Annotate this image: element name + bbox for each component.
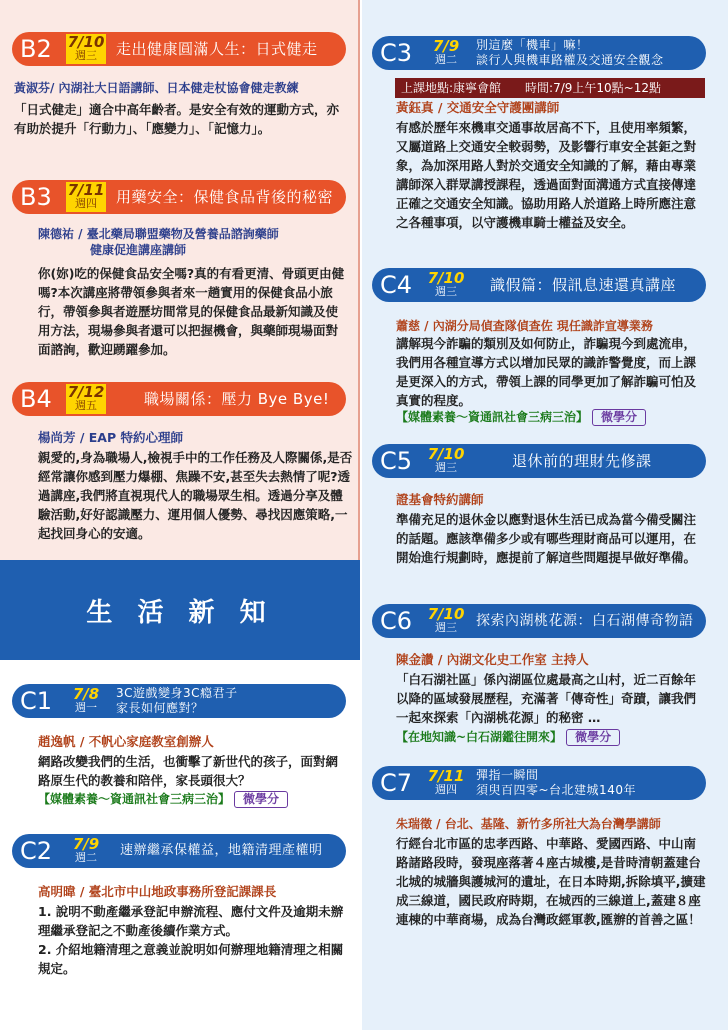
date-badge	[66, 384, 106, 414]
course-location-time: 上課地點:康寧會館 時間:7/9上午10點~12點	[395, 78, 705, 98]
course-card-c5	[372, 444, 712, 584]
course-title: 退休前的理財先修課	[512, 452, 652, 470]
course-subtitle: 談行人與機車路權及交通安全觀念	[476, 53, 664, 67]
course-tag: 【在地知識~白石湖鑑往開來】	[396, 730, 563, 744]
course-date: 7/12	[67, 383, 105, 401]
course-card-c4	[372, 268, 712, 438]
course-description: 「白石湖社區」係內湖區位處最高之山村，近二百餘年以降的區域發展歷程，充滿著「傳奇性」奇蹟，讓我們一起來探索「內湖桃花源」的秘密 …	[396, 672, 697, 725]
course-description: 行經台北市區的忠孝西路、中華路、愛國西路、中山南路諸路段時，發現座落著４座古城樓,是昔時清朝蓋建台北城的城牆與護城河的遺址，在日本時期,拆除填平,擴建成三線道，國民政府時期，在城西的三線道上,蓋建８座連棟的中華商場，成為台灣政經軍教,匯辦的首善之區！	[396, 836, 706, 927]
course-tag: 【媒體素養～資通訊社會三病三治】	[396, 410, 589, 424]
course-description-2: 2. 介紹地籍清理之意義並說明如何辦理地籍清理之相關規定。	[38, 942, 344, 976]
course-title: 探索內湖桃花源：白石湖傳奇物語	[476, 613, 694, 629]
course-speaker: 蕭慈 / 內湖分局偵查隊偵查佐 現任識詐宣導業務	[396, 319, 653, 333]
date-badge	[66, 34, 106, 64]
course-header	[12, 180, 346, 214]
course-weekday: 週三	[435, 461, 457, 474]
course-title: 3C遊戲變身3C瘾君子	[116, 686, 238, 700]
course-description: 「日式健走」適合中高年齡者。是安全有效的運動方式，亦有助於提升「行動力」、「應變力」、「記憶力」。	[14, 102, 340, 136]
course-subtitle: 須臾百四零~台北建城140年	[476, 783, 636, 797]
course-header	[372, 766, 706, 800]
course-title: 速辦繼承保權益，地籍清理產權明	[120, 843, 323, 858]
course-code: C5	[380, 447, 413, 475]
course-description: 1. 說明不動產繼承登記申辦流程、應付文件及逾期未辦理繼承登記之不動產後續作業方式。	[38, 904, 344, 938]
course-date: 7/10	[427, 269, 465, 287]
course-header	[12, 834, 346, 868]
course-date: 7/11	[67, 181, 105, 199]
course-header	[12, 684, 346, 718]
course-card-b4	[12, 382, 352, 552]
course-title: 用藥安全：保健食品背後的秘密	[116, 188, 334, 206]
course-code: B3	[20, 183, 52, 211]
course-date: 7/10	[67, 33, 105, 51]
course-speaker: 證基會特約講師	[396, 492, 484, 507]
course-title: 職場關係：壓力 Bye Bye!	[144, 390, 330, 408]
course-code: C7	[380, 769, 413, 797]
course-header	[12, 32, 346, 66]
course-description: 網路改變我們的生活，也衝擊了新世代的孩子，面對網路原生代的教養和陪伴，家長頭很大？	[38, 754, 339, 788]
micro-credit-badge: 微學分	[566, 729, 620, 746]
course-weekday: 週一	[75, 701, 97, 714]
course-weekday: 週二	[75, 851, 97, 864]
course-date: 7/8	[72, 685, 100, 703]
course-header	[372, 604, 706, 638]
course-code: C3	[380, 39, 413, 67]
course-description: 準備充足的退休金以應對退休生活已成為當今備受關注的話題。應該準備多少或有哪些理財商品可以運用，在開始進行規劃時，應提前了解這些問題提早做好準備。	[396, 512, 697, 565]
course-date: 7/11	[427, 767, 465, 785]
course-title: 別這麼「機車」嘛！	[476, 38, 589, 52]
date-badge	[426, 270, 466, 300]
course-header	[12, 382, 346, 416]
course-speaker: 趙逸帆 / 不帆心家庭教室創辦人	[38, 734, 214, 749]
course-subtitle: 家長如何應對？	[116, 701, 204, 715]
course-tags	[38, 790, 358, 809]
course-speaker: 楊尚芳 / EAP 特約心理師	[38, 430, 183, 445]
course-card-c6	[372, 604, 712, 749]
course-speaker-title: 健康促進講座講師	[90, 243, 187, 257]
course-weekday: 週二	[435, 53, 457, 66]
course-description: 講解現今詐騙的類別及如何防止，詐騙現今到處流串，我們用各種宣導方式以增加民眾的識詐警覺度，而上課是更深入的方式，帶領上課的同學更加了解詐騙可怕及真實的程度。	[396, 336, 697, 408]
course-title: 識假篇：假訊息速還真講座	[490, 276, 677, 294]
date-badge	[426, 606, 466, 636]
date-badge	[66, 182, 106, 212]
course-code: C1	[20, 687, 53, 715]
course-weekday: 週五	[75, 399, 97, 412]
course-weekday: 週四	[435, 783, 457, 796]
course-speaker: 高明暐 / 臺北市中山地政事務所登記課課長	[38, 884, 277, 899]
course-description: 親愛的,身為職場人,檢視手中的工作任務及人際關係,是否經常讓你感到壓力爆棚、焦躁不安,甚至失去熱情了呢?透過講座,我們將直視現代人的職場眾生相。透過分享及體驗活動,好好認識壓力、運用個人優勢、尋找因應策略,一起找回身心的安適。	[38, 450, 353, 541]
micro-credit-badge: 微學分	[234, 791, 288, 808]
course-code: C6	[380, 607, 413, 635]
course-speaker: 陳德祐 / 臺北藥局聯盟藥物及營養品諮詢藥師	[38, 227, 279, 241]
course-tags	[396, 728, 716, 747]
course-header	[372, 444, 706, 478]
course-speaker: 陳金讚 / 內湖文化史工作室 主持人	[396, 652, 589, 667]
course-tag: 【媒體素養～資通訊社會三病三治】	[38, 792, 231, 806]
course-speaker: 黃鈺真 / 交通安全守護團講師	[396, 100, 560, 115]
course-card-b2	[12, 32, 352, 162]
course-description: 你(妳)吃的保健食品安全嗎?真的有看更清、骨頭更由健嗎?本次講座將帶領參與者來一趟實用的保健食品小旅行，帶領參與者遊歷坊間常見的保健食品最新知識及使用方法，現場參與者還可以把握機會，與藥師現場面對面諮詢，歡迎踴躍參加。	[38, 266, 345, 357]
course-date: 7/10	[427, 605, 465, 623]
date-badge	[426, 446, 466, 476]
course-header	[372, 36, 706, 70]
course-description: 有感於歷年來機車交通事故居高不下，且使用率頻繁，又屬道路上交通安全較弱勢，及影響行車安全甚鉅之對象，為加深用路人對於交通安全知識的了解，藉由專業講師深入群眾講授課程，透過面對面溝通方式直接傳達正確之交通安全知識。協助用路人於道路上時所應注意之各種事項，以守護機車騎士權益及安全。	[396, 120, 697, 230]
section-title: 生 活 新 知	[86, 598, 274, 628]
date-badge	[66, 836, 106, 866]
course-title: 走出健康圓滿人生：日式健走	[116, 40, 318, 58]
course-weekday: 週三	[75, 49, 97, 62]
course-date: 7/9	[432, 37, 460, 55]
course-tags	[396, 408, 716, 427]
course-card-c2	[12, 834, 352, 984]
course-code: C2	[20, 837, 53, 865]
course-speaker: 黃淑芬/ 內湖社大日語講師、日本健走杖協會健走教練	[14, 81, 299, 95]
course-weekday: 週三	[435, 285, 457, 298]
micro-credit-badge: 微學分	[592, 409, 646, 426]
course-code: B4	[20, 385, 52, 413]
course-date: 7/10	[427, 445, 465, 463]
date-badge	[426, 38, 466, 68]
course-weekday: 週四	[75, 197, 97, 210]
date-badge	[426, 768, 466, 798]
course-title: 彈指一瞬間	[476, 768, 539, 782]
section-banner	[0, 560, 360, 660]
course-card-c3	[372, 36, 712, 246]
course-code: B2	[20, 35, 52, 63]
course-weekday: 週三	[435, 621, 457, 634]
course-card-c1	[12, 684, 352, 804]
course-card-c7	[372, 766, 712, 956]
course-date: 7/9	[72, 835, 100, 853]
date-badge	[66, 686, 106, 716]
course-speaker: 朱瑞徵 / 台北、基隆、新竹多所社大為台灣學講師	[396, 817, 661, 831]
course-header	[372, 268, 706, 302]
course-code: C4	[380, 271, 413, 299]
course-card-b3	[12, 180, 352, 360]
